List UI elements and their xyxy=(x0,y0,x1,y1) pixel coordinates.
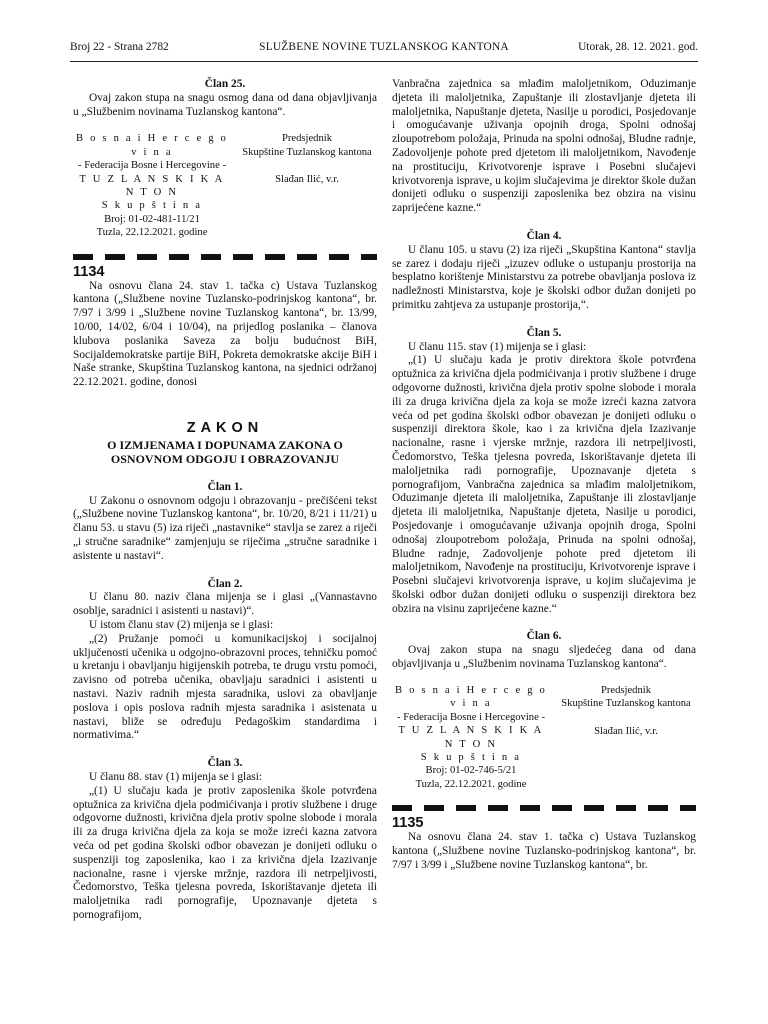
article-3-para-1: U članu 88. stav (1) mijenja se i glasi: xyxy=(89,770,263,783)
signature-block-2 xyxy=(392,684,696,791)
article-5-para-2: „(1) U slučaju kada je protiv direktora škole potvrđena optužnica za krivična djela podmićivanja i protiv službene i druge odgovorne dužnosti, krivična djela protiv spolne slobode i morala ili za druga krivična djela za koja se može izreći kazna zatvora veća od pet godina školski odbor obavezan je donijeti odluku o suspenziji direktora škole, kao i za krivična djela Izazivanje nacionalne, rasne i vjerske mržnje, razdora ili netrpeljivosti, Čedomorstvo, Teška tjelesna povreda, Iskorištavanje djeteta ili maloljetnika radi pornografije, Upoznavanje djeteta s pornografijom, Vanbračna zajednica sa mlađim maloljetnikom, Oduzimanje djeteta ili maloljetnika, Zapuštanje ili zlostavljanje djeteta ili maloljetnika, Napuštanje djeteta, Nasilje u porodici, Posjedovanje i omogućavanje uživanja opojnih droga, Spolni odnošaj zloupotrebom položaja, Prinuda na spolni odnošaj, Bludne radnje, Zadovoljenje pohote pred djetetom ili maloljetnikom, Navođenje na prostituciju, Krivotvorenje isprave i Posebni slučajevi krivotvorenja isprave, u kojim slučajevima je školski odbor dužan donijeti odluku o suspenziji direktora bez obzira na visinu zaprijećene kazne.“ xyxy=(392,354,696,615)
sig-federation: - Federacija Bosne i Hercegovine - xyxy=(397,711,545,723)
signature-issuer xyxy=(73,132,231,239)
sig-doc-number: Broj: 01-02-746-5/21 xyxy=(425,765,517,777)
signature-signer xyxy=(556,684,696,791)
sig-name: Slađan Ilić, v.r. xyxy=(275,174,339,186)
sig-name: Slađan Ilić, v.r. xyxy=(594,725,658,737)
act-number-1134: 1134 xyxy=(73,263,105,280)
article-6-text: Ovaj zakon stupa na snagu sljedećeg dana od dana objavljivanja u „Službenim novinama Tuzlanskog kantona“. xyxy=(392,644,696,671)
article-2-para-3: „(2) Pružanje pomoći u komunikacijskoj i socijalnoj uključenosti učenika u odgojno-obrazovni proces, tehničku pomoć u kretanju i obavljanju higijenskih potreba, te drugu vrstu pomoći, zavisno od potreba učenika, obavljaju saradnici i asistenti u nastavi. Naziv radnih mjesta saradnika, uslovi za obavljanje poslova i opis poslova radnih mjesta saradnika i asistenata u nastavi, bliže se određuju Pedagoškim standardima i normativima.“ xyxy=(73,632,377,742)
article-3-continuation: Vanbračna zajednica sa mlađim maloljetnikom, Oduzimanje djeteta ili maloljetnika, Zapuštanje ili zlostavljanje djeteta ili maloljetnika, Napuštanje djeteta, Nasilje u porodici, Posjedovanje i omogućavanje uživanja opojnih droga, Spolni odnošaj zloupotrebom položaja, Prinuda na spolni odnošaj, Bludne radnje, Zadovoljenje pohote pred djetetom ili maloljetnikom, Navođenje na prostituciju, Krivotvorenje isprave i Posebni slučajevi krivotvorenja isprave, u kojim slučajevima je direktor škole dužan donijeti odluku o suspenziji zaposlenika bez obzira na visinu zaprijećene kazne.“ xyxy=(392,78,696,215)
right-column xyxy=(392,78,696,873)
sig-body: Skupštine Tuzlanskog kantona xyxy=(242,146,372,158)
act-number-1135: 1135 xyxy=(392,815,424,832)
sig-country: B o s n a i H e r c e g o v i n a xyxy=(394,684,548,710)
signature-issuer xyxy=(392,684,550,791)
page-header xyxy=(70,41,698,57)
sig-assembly: S k u p š t i n a xyxy=(420,751,522,763)
signature-signer xyxy=(237,132,377,239)
law-subtitle-2: OSNOVNOM ODGOJU I OBRAZOVANJU xyxy=(110,452,340,467)
article-2-title: Član 2. xyxy=(207,577,243,590)
sig-canton: T U Z L A N S K I K A N T O N xyxy=(398,725,544,750)
article-3-para-2: „(1) U slučaju kada je protiv zaposlenika škole potvrđena optužnica za krivična djela podmićivanja i protiv službene i druge odgovorne dužnosti, krivična djela protiv spolne slobode i morala ili za druga krivična djela za koja se može izreći kazna zatvora veća od pet godina školski odbor obavezan je donijeti odluku o suspenziji tog zaposlenika, kao i za krivična djela Izazivanje nacionalne, rasne i vjerske mržnje, razdora ili netrpeljivosti, Čedomorstvo, Teška tjelesna povreda, Iskorištavanje djeteta ili maloljetnika radi pornografije, Upoznavanje djeteta s pornografijom, xyxy=(73,784,377,921)
section-divider xyxy=(392,805,696,811)
sig-federation: - Federacija Bosne i Hercegovine - xyxy=(78,160,226,172)
article-6-title: Član 6. xyxy=(526,630,562,643)
sig-country: B o s n a i H e r c e g o v i n a xyxy=(75,133,229,158)
publication-title: SLUŽBENE NOVINE TUZLANSKOG KANTONA xyxy=(259,41,509,53)
article-4-title: Član 4. xyxy=(526,229,562,242)
article-3-title: Član 3. xyxy=(207,757,243,770)
sig-place-date: Tuzla, 22.12.2021. godine xyxy=(415,778,527,790)
sig-assembly: S k u p š t i n a xyxy=(101,200,203,212)
signature-block-1 xyxy=(73,132,377,239)
issue-number: Broj 22 - Strana 2782 xyxy=(70,41,169,53)
law-heading: ZAKON xyxy=(186,420,264,437)
article-1-title: Član 1. xyxy=(207,480,243,493)
left-column xyxy=(73,78,377,923)
article-2-para-1: U članu 80. naziv člana mijenja se i glasi „(Vannastavno osoblje, saradnici i asistenti u nastavi)“. xyxy=(73,591,377,618)
act-preamble: Na osnovu člana 24. stav 1. tačka c) Ustava Tuzlanskog kantona („Službene novine Tuzlansko-podrinjskog kantona“, br. 7/97 i 3/99 i „Službene novine Tuzlanskog kantona“, br. 13/99, 10/00, 14/02, 6/04 i 10/04), na prijedlog poslanika – članova klubova poslanika Saveza za bolju budućnost BiH, Socijaldemokratske partije BiH, Pokreta demokratske akcije BiH i Naše stranke, Skupština Tuzlanskog kantona, na sjednici održanoj 22.12.2021. godine, donosi xyxy=(73,279,377,389)
sig-role: Predsjednik xyxy=(281,133,333,145)
header-rule xyxy=(70,61,698,62)
article-25-text: Ovaj zakon stupa na snagu osmog dana od dana objavljivanja u „Službenim novinama Tuzlanskog kantona“. xyxy=(73,91,377,118)
article-1-text: U Zakonu o osnovnom odgoju i obrazovanju - prečišćeni tekst („Službene novine Tuzlanskog kantona“, br. 10/20, 8/21 i 11/21) u članu 53. u stavu (5) iza riječi „nastavnike“ stavlja se zarez a riječi „i stručne saradnike“ zamjenjuju se riječima „stručne saradnike i asistente u nastavi“. xyxy=(73,494,377,562)
article-5-title: Član 5. xyxy=(526,326,562,339)
sig-role: Predsjednik xyxy=(600,684,652,696)
issue-date: Utorak, 28. 12. 2021. god. xyxy=(578,41,698,53)
sig-place-date: Tuzla, 22.12.2021. godine xyxy=(96,227,208,239)
article-5-para-1: U članu 115. stav (1) mijenja se i glasi: xyxy=(408,340,587,353)
act-preamble-2: Na osnovu člana 24. stav 1. tačka c) Ustava Tuzlanskog kantona („Službene novine Tuzlansko-podrinjskog kantona“, br. 7/97 i 3/99 i „Službene novine Tuzlanskog kantona“, br. xyxy=(392,831,696,871)
article-4-text: U članu 105. u stavu (2) iza riječi „Skupština Kantona“ stavlja se zarez i dodaju riječi „izuzev odluke o ustupanju prostorija na besplatno korištenje Ministarstvu za potrebe obavljanja poslova iz nadležnosti Ministarstva, koje je školski odbor dužan donijeti po primitku zahtjeva za ustupanje prostorija,“. xyxy=(392,243,696,311)
sig-body: Skupštine Tuzlanskog kantona xyxy=(561,698,691,710)
law-subtitle-1: O IZMJENAMA I DOPUNAMA ZAKONA O xyxy=(107,437,343,452)
article-25-title: Član 25. xyxy=(204,78,246,90)
section-divider xyxy=(73,254,377,260)
sig-doc-number: Broj: 01-02-481-11/21 xyxy=(104,213,200,225)
sig-canton: T U Z L A N S K I K A N T O N xyxy=(79,173,225,199)
article-2-para-2: U istom članu stav (2) mijenja se i glasi: xyxy=(89,618,274,631)
